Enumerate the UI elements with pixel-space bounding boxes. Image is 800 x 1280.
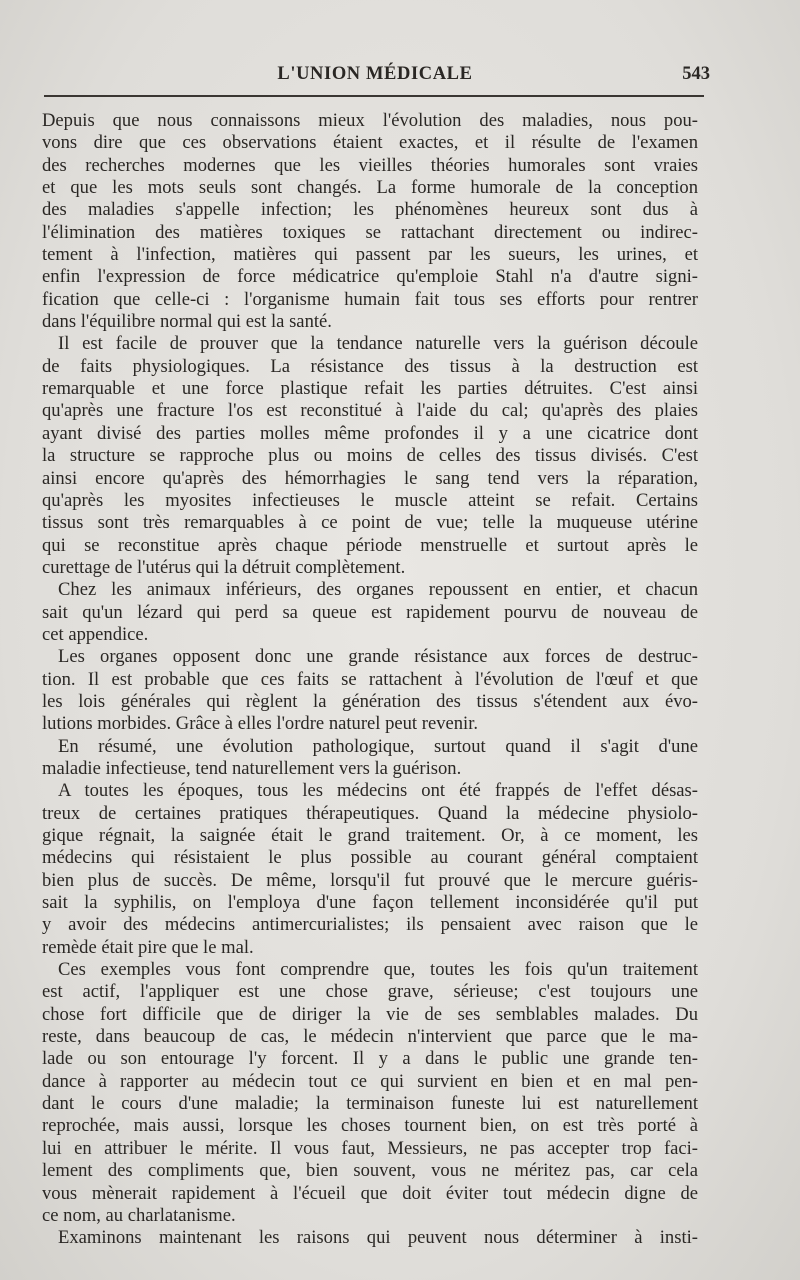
text-line: Depuis que nous connaissons mieux l'évolution des maladies, nous pou- xyxy=(42,110,698,131)
text-line: curettage de l'utérus qui la détruit complètement. xyxy=(42,556,406,578)
text-line: qui se reconstitue après chaque période menstruelle et surtout après le xyxy=(42,534,698,556)
text-line: A toutes les époques, tous les médecins ont été frappés de l'effet désas- xyxy=(58,780,698,802)
text-line: remède était pire que le mal. xyxy=(42,936,254,958)
text-line: qu'après une fracture l'os est reconstitué à l'aide du cal; qu'après des plaies xyxy=(42,400,698,422)
text-line: dance à rapporter au médecin tout ce qui survient en bien et en mal pen- xyxy=(42,1070,698,1092)
text-line: dant le cours d'une maladie; la terminaison funeste lui est naturellement xyxy=(42,1093,698,1115)
text-line: chose fort difficile que de diriger la vie de ses semblables malades. Du xyxy=(42,1003,698,1025)
header-rule xyxy=(44,95,704,97)
text-line: tion. Il est probable que ces faits se rattachent à l'évolution de l'œuf et que xyxy=(42,668,698,690)
text-line: tissus sont très remarquables à ce point de vue; telle la muqueuse utérine xyxy=(42,512,698,534)
text-line: treux de certaines pratiques thérapeutiques. Quand la médecine physiolo- xyxy=(42,802,698,824)
text-line: reprochée, mais aussi, lorsque les choses tournent bien, on est très porté à xyxy=(42,1115,698,1137)
text-line: dans l'équilibre normal qui est la santé. xyxy=(42,311,332,333)
text-line: cet appendice. xyxy=(42,623,149,645)
text-line: les lois générales qui règlent la génération des tissus s'étendent aux évo- xyxy=(42,690,698,712)
text-line: Chez les animaux inférieurs, des organes repoussent en entier, et chacun xyxy=(58,579,698,601)
text-line: ce nom, au charlatanisme. xyxy=(42,1204,236,1226)
text-line: enfin l'expression de force médicatrice qu'emploie Stahl n'a d'autre signi- xyxy=(42,266,698,288)
text-line: vons dire que ces observations étaient exactes, et il résulte de l'examen xyxy=(42,132,698,154)
text-line: y avoir des médecins antimercurialistes; ils pensaient avec raison que le xyxy=(42,914,698,936)
text-line: reste, dans beaucoup de cas, le médecin n'intervient que parce que le ma- xyxy=(42,1026,698,1048)
text-line: l'élimination des matières toxiques se rattachant directement ou indirec- xyxy=(42,221,698,243)
text-line: la structure se rapproche plus ou moins de celles des tissus divisés. C'est xyxy=(42,445,698,467)
text-line: qu'après les myosites infectieuses le muscle atteint se refait. Certains xyxy=(42,489,698,511)
text-line: ainsi encore qu'après des hémorrhagies le sang tend vers la réparation, xyxy=(42,467,698,489)
page-header xyxy=(40,64,710,92)
text-line: Ces exemples vous font comprendre que, toutes les fois qu'un traitement xyxy=(58,959,698,981)
text-line: tement à l'infection, matières qui passent par les sueurs, les urines, et xyxy=(42,244,698,266)
text-line: est actif, l'appliquer est une chose grave, sérieuse; c'est toujours une xyxy=(42,981,698,1003)
text-line: de faits physiologiques. La résistance des tissus à la destruction est xyxy=(42,355,698,377)
running-title: L'UNION MÉDICALE xyxy=(277,64,473,84)
text-line: En résumé, une évolution pathologique, surtout quand il s'agit d'une xyxy=(58,735,698,757)
text-line: Examinons maintenant les raisons qui peuvent nous déterminer à insti- xyxy=(58,1227,698,1249)
text-line: bien plus de succès. De même, lorsqu'il fut prouvé que le mercure guéris- xyxy=(42,869,698,891)
text-line: remarquable et une force plastique refait les parties détruites. C'est ainsi xyxy=(42,378,698,400)
text-line: lement des compliments que, bien souvent, vous ne méritez pas, car cela xyxy=(42,1160,698,1182)
text-line: lade ou son entourage l'y forcent. Il y a dans le public une grande ten- xyxy=(42,1048,698,1070)
text-line: et que les mots seuls sont changés. La forme humorale de la conception xyxy=(42,177,698,199)
text-line: des maladies s'appelle infection; les phénomènes heureux sont dus à xyxy=(42,199,698,221)
text-line: Les organes opposent donc une grande résistance aux forces de destruc- xyxy=(58,646,698,668)
text-line: lutions morbides. Grâce à elles l'ordre naturel peut revenir. xyxy=(42,713,479,735)
text-line: médecins qui résistaient le plus possible au courant général comptaient xyxy=(42,847,698,869)
text-line: sait la syphilis, on l'employa d'une façon tellement inconsidérée qu'il put xyxy=(42,892,698,914)
text-line: fication que celle-ci : l'organisme humain fait tous ses efforts pour rentrer xyxy=(42,288,698,310)
body-text xyxy=(42,110,698,1250)
text-line: sait qu'un lézard qui perd sa queue est rapidement pourvu de nouveau de xyxy=(42,601,698,623)
text-line: gique régnait, la saignée était le grand traitement. Or, à ce moment, les xyxy=(42,825,698,846)
text-line: des recherches modernes que les vieilles théories humorales sont vraies xyxy=(42,154,698,176)
page-number: 543 xyxy=(682,64,710,84)
text-line: vous mènerait rapidement à l'écueil que doit éviter tout médecin digne de xyxy=(42,1182,698,1204)
text-line: maladie infectieuse, tend naturellement vers la guérison. xyxy=(42,757,462,779)
text-line: lui en attribuer le mérite. Il vous faut, Messieurs, ne pas accepter trop faci- xyxy=(42,1137,698,1159)
text-line: Il est facile de prouver que la tendance naturelle vers la guérison découle xyxy=(58,333,698,355)
text-line: ayant divisé des parties molles même profondes il y a une cicatrice dont xyxy=(42,422,698,444)
